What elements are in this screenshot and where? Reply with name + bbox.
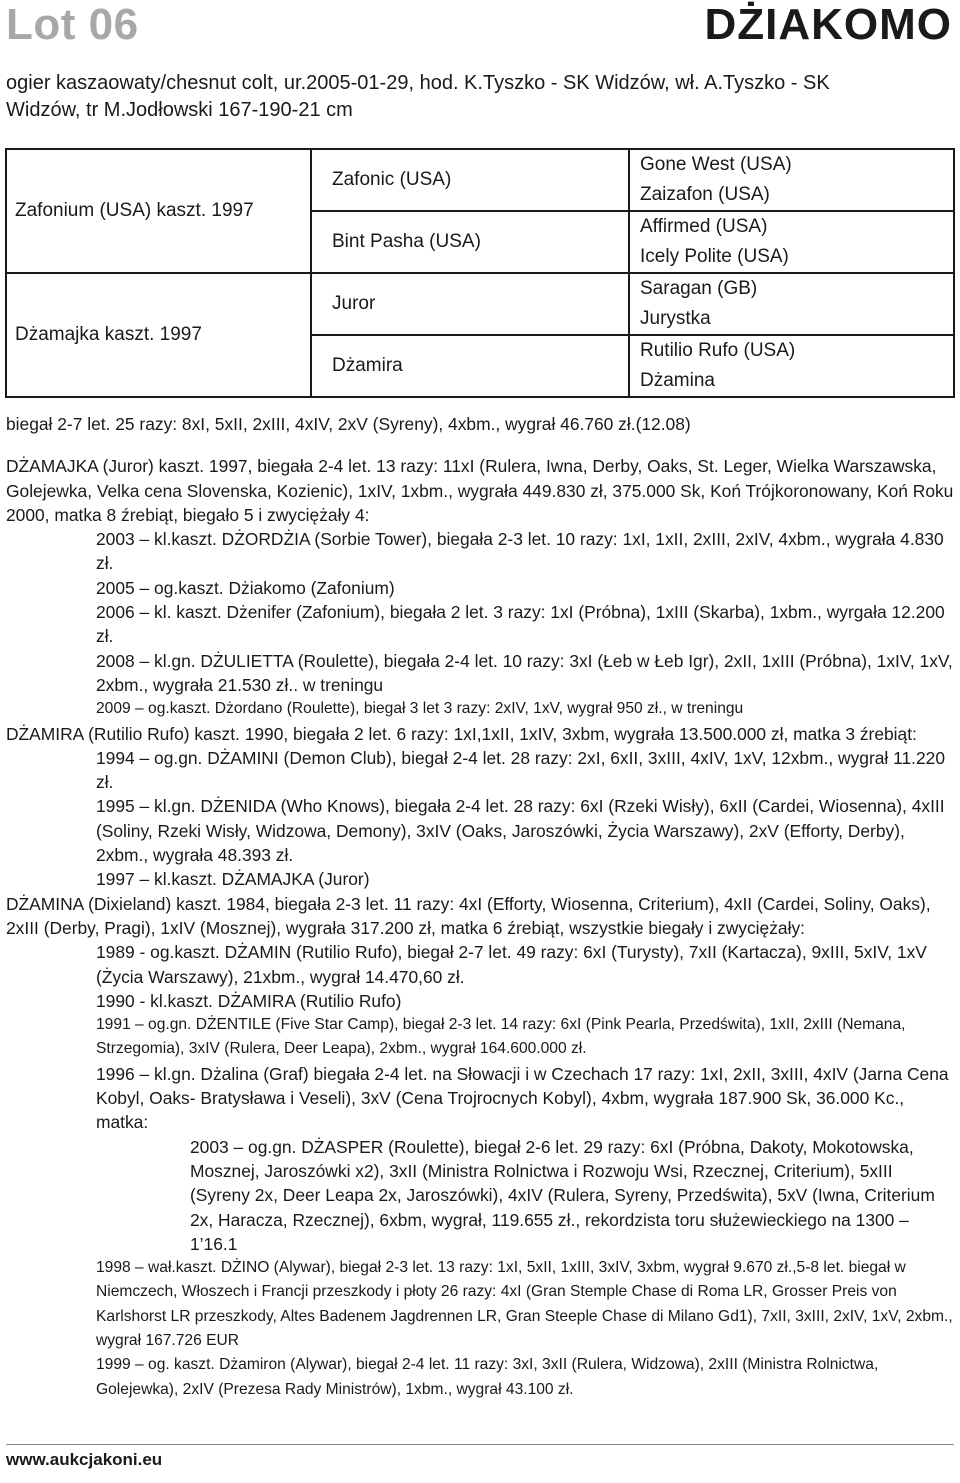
ggd-offspring-1991: 1991 – og.gn. DŻENTILE (Five Star Camp), biegał 2-3 let. 14 razy: 6xI (Pink Pearla, Przedświta), 1xII, 2xIII (Nemana, Strzegomia), 3xIV (Rulera, Deer Leapa), 2xbm., wygrał 164.600.000 zł.	[96, 1016, 906, 1058]
pedigree-gen3-group-1	[629, 149, 954, 211]
pedigree-gen3-group-4	[629, 335, 954, 397]
ggd-offspring-1990: 1990 - kl.kaszt. DŻAMIRA (Rutilio Rufo)	[96, 990, 402, 1011]
granddam-offspring-1997: 1997 – kl.kaszt. DŻAMAJKA (Juror)	[96, 869, 370, 890]
offspring-2005: 2005 – og.kaszt. Dżiakomo (Zafonium)	[96, 577, 395, 598]
ggd-offspring-1989: 1989 - og.kaszt. DŻAMIN (Rutilio Rufo), biegał 2-7 let. 49 razy: 6xI (Turysty), 7xII (Kartacza), 9xIII, 5xIV, 1xV (Życia Warszawy), 21xbm., wygrał 14.470,60 zł.	[96, 942, 927, 987]
dam-record: DŻAMAJKA (Juror) kaszt. 1997, biegała 2-4 let. 13 razy: 11xI (Rulera, Iwna, Derby, Oaks, St. Leger, Wielka Warszawska, Golejewka, Velka cena Slovenska, Kozienic), 1xIV, 1xbm., wygrała 449.830 zł, 375.000 Sk, Koń Trójkoronowany, Koń Roku 2000, matka 8 źrebiąt, biegało 5 i zwyciężały 4:	[6, 456, 954, 525]
pedigree-table	[5, 148, 955, 398]
lot-number: Lot 06	[6, 0, 139, 49]
pedigree-dam-dam: Dżamira	[311, 335, 629, 397]
ggd-offspring-1998: 1998 – wał.kaszt. DŻINO (Alywar), biegał 2-3 let. 13 razy: 1xI, 5xII, 1xIII, 3xIV, 3xbm, wygrał 9.670 zł.,5-8 let. biegał w Niemczech, Włoszech i Francji przeszkody i płoty 26 razy: 4xI (Gran Stemple Chase di Roma LR, Grosser Preis von Karlshorst LR przeszkody, Altes Badenem Jagdrennen LR, Gran Steeple Chase di Milano Gd1), 7xII, 3xIII, 2xIV, 1xV, 2xbm., wygrał 167.726 EUR	[96, 1259, 953, 1349]
performance-text	[6, 412, 954, 1402]
pedigree-dam: Dżamajka kaszt. 1997	[6, 273, 311, 397]
pedigree-sire-dam: Bint Pasha (USA)	[311, 211, 629, 273]
pedigree-sire: Zafonium (USA) kaszt. 1997	[6, 149, 311, 273]
pedigree-gen3-group-3	[629, 273, 954, 335]
race-record: biegał 2-7 let. 25 razy: 8xI, 5xII, 2xIII, 4xIV, 2xV (Syreny), 4xbm., wygrał 46.760 zł.(12.08)	[6, 414, 691, 434]
footer-url[interactable]: www.aukcjakoni.eu	[6, 1450, 163, 1469]
pedigree-gen3-3: Affirmed (USA)	[640, 216, 768, 237]
horse-name: DŻIAKOMO	[704, 0, 952, 49]
great-granddam-record: DŻAMINA (Dixieland) kaszt. 1984, biegała 2-3 let. 11 razy: 4xI (Efforty, Wiosenna, Criterium), 4xII (Cardei, Soliny, Oaks), 2xIII (Derby, Pragi), 1xIV (Mosznej), wygrała 317.200 zł, matka 6 źrebiąt, wszystkie biegały i zwyciężały:	[6, 893, 931, 938]
ggd-offspring-1996: 1996 – kl.gn. Dżalina (Graf) biegała 2-4 let. na Słowacji i w Czechach 17 razy: 1xI, 2xII, 3xIII, 4xIV (Jarna Cena Kobyl, Oaks- Bratysława i Veseli), 3xV (Cena Trojrocnych Kobyl), 4xbm, wygrała 187.900 Sk, 36.000 Kc., matka:	[96, 1063, 949, 1133]
granddam-offspring-1994: 1994 – og.gn. DŻAMINI (Demon Club), biegał 2-4 let. 28 razy: 2xI, 6xII, 3xIII, 4xIV, 1xV, 12xbm., wygrał 11.220 zł.	[96, 747, 946, 793]
granddam-record: DŻAMIRA (Rutilio Rufo) kaszt. 1990, biegała 2 let. 6 razy: 1xI,1xII, 1xIV, 3xbm, wygrała 13.500.000 zł, matka 3 źrebiąt:	[6, 723, 917, 744]
pedigree-gen3-1: Gone West (USA)	[640, 154, 792, 175]
offspring-2008: 2008 – kl.gn. DŻULIETTA (Roulette), biegała 2-4 let. 10 razy: 3xI (Łeb w Łeb Igr), 2xII, 1xIII (Próbna), 1xIV, 1xV, 2xbm., wygrała 21.530 zł.. w treningu	[96, 650, 953, 695]
pedigree-gen3-2: Zaizafon (USA)	[640, 184, 770, 205]
pedigree-gen3-4: Icely Polite (USA)	[640, 246, 789, 267]
pedigree-gen3-7: Rutilio Rufo (USA)	[640, 340, 796, 361]
pedigree-gen3-group-2	[629, 211, 954, 273]
horse-description: ogier kaszaowaty/chesnut colt, ur.2005-01-29, hod. K.Tyszko - SK Widzów, wł. A.Tyszko - SK Widzów, tr M.Jodłowski 167-190-21 cm	[6, 72, 830, 121]
offspring-2006: 2006 – kl. kaszt. Dżenifer (Zafonium), biegała 2 let. 3 razy: 1xI (Próbna), 1xIII (Skarba), 1xbm., wyrgała 12.200 zł.	[96, 602, 945, 647]
pedigree-dam-sire: Juror	[311, 273, 629, 335]
granddam-offspring-1995: 1995 – kl.gn. DŻENIDA (Who Knows), biegała 2-4 let. 28 razy: 6xI (Rzeki Wisły), 6xII (Cardei, Wiosenna), 4xIII (Soliny, Rzeki Wisły, Widzowa, Demony), 3xIV (Oaks, Jaroszówki, Życia Warszawy), 2xV (Efforty, Derby), 2xbm., wygrała 48.393 zł.	[96, 796, 945, 866]
offspring-2009: 2009 – og.kaszt. Dżordano (Roulette), biegał 3 let 3 razy: 2xIV, 1xV, wygrał 950 zł., w treningu	[96, 700, 744, 718]
footer-divider	[6, 1444, 954, 1445]
pedigree-gen3-5: Saragan (GB)	[640, 278, 758, 299]
pedigree-gen3-8: Dżamina	[640, 370, 715, 391]
pedigree-sire-sire: Zafonic (USA)	[311, 149, 629, 211]
offspring-2003: 2003 – kl.kaszt. DŻORDŻIA (Sorbie Tower), biegała 2-3 let. 10 razy: 1xI, 1xII, 2xIII, 2xIV, 4xbm., wygrała 4.830 zł.	[96, 529, 944, 574]
ggd-grandoffspring-2003: 2003 – og.gn. DŻASPER (Roulette), biegał 2-6 let. 29 razy: 6xI (Próbna, Dakoty, Mokotowska, Mosznej, Jaroszówki x2), 3xII (Ministra Rolnictwa i Rozwoju Wsi, Rzecznej, Criterium), 5xIII (Syreny 2x, Deer Leapa 2x, Jaroszówki), 4xIV (Rulera, Syreny, Przedświta), 5xV (Iwna, Criterium 2x, Haracza, Rzecznej), 6xbm, wygrał, 119.655 zł., rekordzista toru służewieckiego na 1300 – 1’16.1	[190, 1136, 935, 1254]
ggd-offspring-1999: 1999 – og. kaszt. Dżamiron (Alywar), biegał 2-4 let. 11 razy: 3xI, 3xII (Rulera, Widzowa), 2xIII (Ministra Rolnictwa, Golejewka), 2xIV (Prezesa Rady Ministrów), 1xbm., wygrał 43.100 zł.	[96, 1356, 879, 1398]
pedigree-gen3-6: Jurystka	[640, 308, 711, 329]
